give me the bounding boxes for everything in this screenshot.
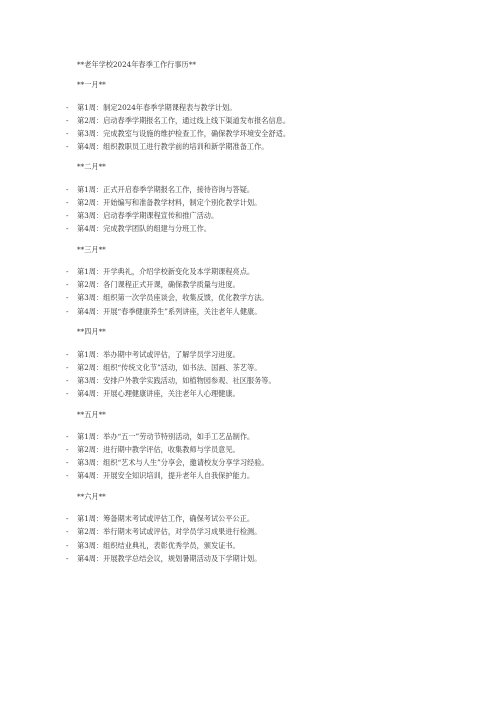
month-section — [66, 80, 477, 153]
list-bullet: - — [66, 306, 69, 316]
week-item — [66, 183, 477, 196]
week-text: 第2周：各门课程正式开课，确保教学质量与进度。 — [77, 280, 240, 290]
list-bullet: - — [66, 527, 69, 537]
week-text: 第4周：开展心理健康讲座，关注老年人心理健康。 — [77, 388, 240, 398]
document-title: **老年学校2024年春季工作行事历** — [77, 60, 196, 69]
week-item — [66, 196, 477, 209]
week-text: 第3周：组织第一次学员座谈会，收集反馈，优化教学方法。 — [77, 293, 269, 303]
month-section — [66, 409, 477, 483]
week-text: 第2周：举行期末考试或评估，对学员学习成果进行检测。 — [77, 527, 262, 537]
document-page — [66, 60, 477, 574]
week-item — [66, 443, 477, 456]
list-bullet: - — [66, 349, 69, 359]
week-list — [66, 512, 477, 564]
list-bullet: - — [66, 267, 69, 277]
week-item — [66, 265, 477, 278]
week-item — [66, 222, 477, 235]
week-text: 第3周：完成教室与设施的维护检查工作，确保教学环境安全舒适。 — [77, 128, 291, 138]
list-bullet: - — [66, 280, 69, 290]
week-item — [66, 348, 477, 361]
week-item — [66, 361, 477, 374]
week-item — [66, 525, 477, 538]
week-item — [66, 291, 477, 304]
month-heading: **六月** — [77, 491, 106, 501]
week-text: 第4周：完成教学团队的组建与分班工作。 — [77, 224, 211, 234]
week-item — [66, 374, 477, 387]
week-text: 第2周：启动春季学期报名工作，通过线上线下渠道发布报名信息。 — [77, 115, 291, 125]
week-item — [66, 278, 477, 291]
week-item — [66, 552, 477, 565]
list-bullet: - — [66, 128, 69, 138]
week-item — [66, 101, 477, 114]
week-item — [66, 209, 477, 222]
list-bullet: - — [66, 184, 69, 194]
list-bullet: - — [66, 458, 69, 468]
list-bullet: - — [66, 445, 69, 455]
week-text: 第2周：开始编写和准备教学材料，制定个别化教学计划。 — [77, 197, 262, 207]
week-list — [66, 430, 477, 482]
week-item — [66, 469, 477, 482]
month-sections — [66, 80, 477, 565]
month-heading: **二月** — [77, 162, 106, 172]
week-text: 第4周：开展安全知识培训，提升老年人自我保护能力。 — [77, 471, 255, 481]
list-bullet: - — [66, 553, 69, 563]
week-item — [66, 539, 477, 552]
list-bullet: - — [66, 115, 69, 125]
week-item — [66, 430, 477, 443]
list-bullet: - — [66, 375, 69, 385]
list-bullet: - — [66, 141, 69, 151]
week-item — [66, 456, 477, 469]
list-bullet: - — [66, 514, 69, 524]
week-text: 第3周：启动春季学期课程宣传和推广活动。 — [77, 211, 219, 221]
week-text: 第3周：组织“艺术与人生”分享会，邀请校友分享学习经验。 — [77, 458, 269, 468]
list-bullet: - — [66, 197, 69, 207]
week-text: 第4周：组织教职员工进行教学前的培训和新学期准备工作。 — [77, 141, 269, 151]
week-text: 第1周：举办“五一”劳动节特别活动，如手工艺品制作。 — [77, 432, 255, 441]
month-section — [66, 244, 477, 318]
month-heading: **一月** — [77, 80, 106, 89]
month-heading: **四月** — [77, 327, 106, 337]
week-item — [66, 387, 477, 400]
month-section — [66, 491, 477, 565]
week-item — [66, 127, 477, 140]
month-section — [66, 162, 477, 235]
month-heading: **三月** — [77, 244, 106, 254]
month-heading: **五月** — [77, 409, 106, 419]
list-bullet: - — [66, 471, 69, 481]
week-text: 第4周：开展教学总结会议，规划暑期活动及下学期计划。 — [77, 553, 262, 563]
week-item — [66, 140, 477, 153]
list-bullet: - — [66, 388, 69, 398]
list-bullet: - — [66, 211, 69, 221]
week-text: 第4周：开展“春季健康养生”系列讲座，关注老年人健康。 — [77, 306, 262, 316]
week-list — [66, 101, 477, 153]
week-text: 第2周：组织“传统文化节”活动，如书法、国画、茶艺等。 — [77, 362, 262, 372]
week-item — [66, 114, 477, 127]
list-bullet: - — [66, 293, 69, 303]
week-list — [66, 183, 477, 235]
week-list — [66, 265, 477, 317]
week-text: 第1周：制定2024年春季学期课程表与教学计划。 — [77, 102, 237, 112]
list-bullet: - — [66, 432, 69, 441]
week-text: 第2周：进行期中教学评估，收集教师与学员意见。 — [77, 445, 240, 455]
week-item — [66, 512, 477, 525]
list-bullet: - — [66, 362, 69, 372]
week-item — [66, 305, 477, 318]
month-section — [66, 327, 477, 400]
list-bullet: - — [66, 540, 69, 550]
week-list — [66, 348, 477, 400]
list-bullet: - — [66, 224, 69, 234]
week-text: 第1周：举办期中考试或评估，了解学员学习进度。 — [77, 349, 240, 359]
week-text: 第3周：组织结业典礼，表彰优秀学员，颁发证书。 — [77, 540, 240, 550]
week-text: 第1周：开学典礼，介绍学校新变化及本学期课程亮点。 — [77, 267, 255, 277]
week-text: 第1周：筹备期末考试或评估工作，确保考试公平公正。 — [77, 514, 255, 524]
week-text: 第3周：安排户外教学实践活动，如植物园参观、社区服务等。 — [77, 375, 276, 385]
list-bullet: - — [66, 102, 69, 112]
week-text: 第1周：正式开启春季学期报名工作，接待咨询与答疑。 — [77, 184, 255, 194]
